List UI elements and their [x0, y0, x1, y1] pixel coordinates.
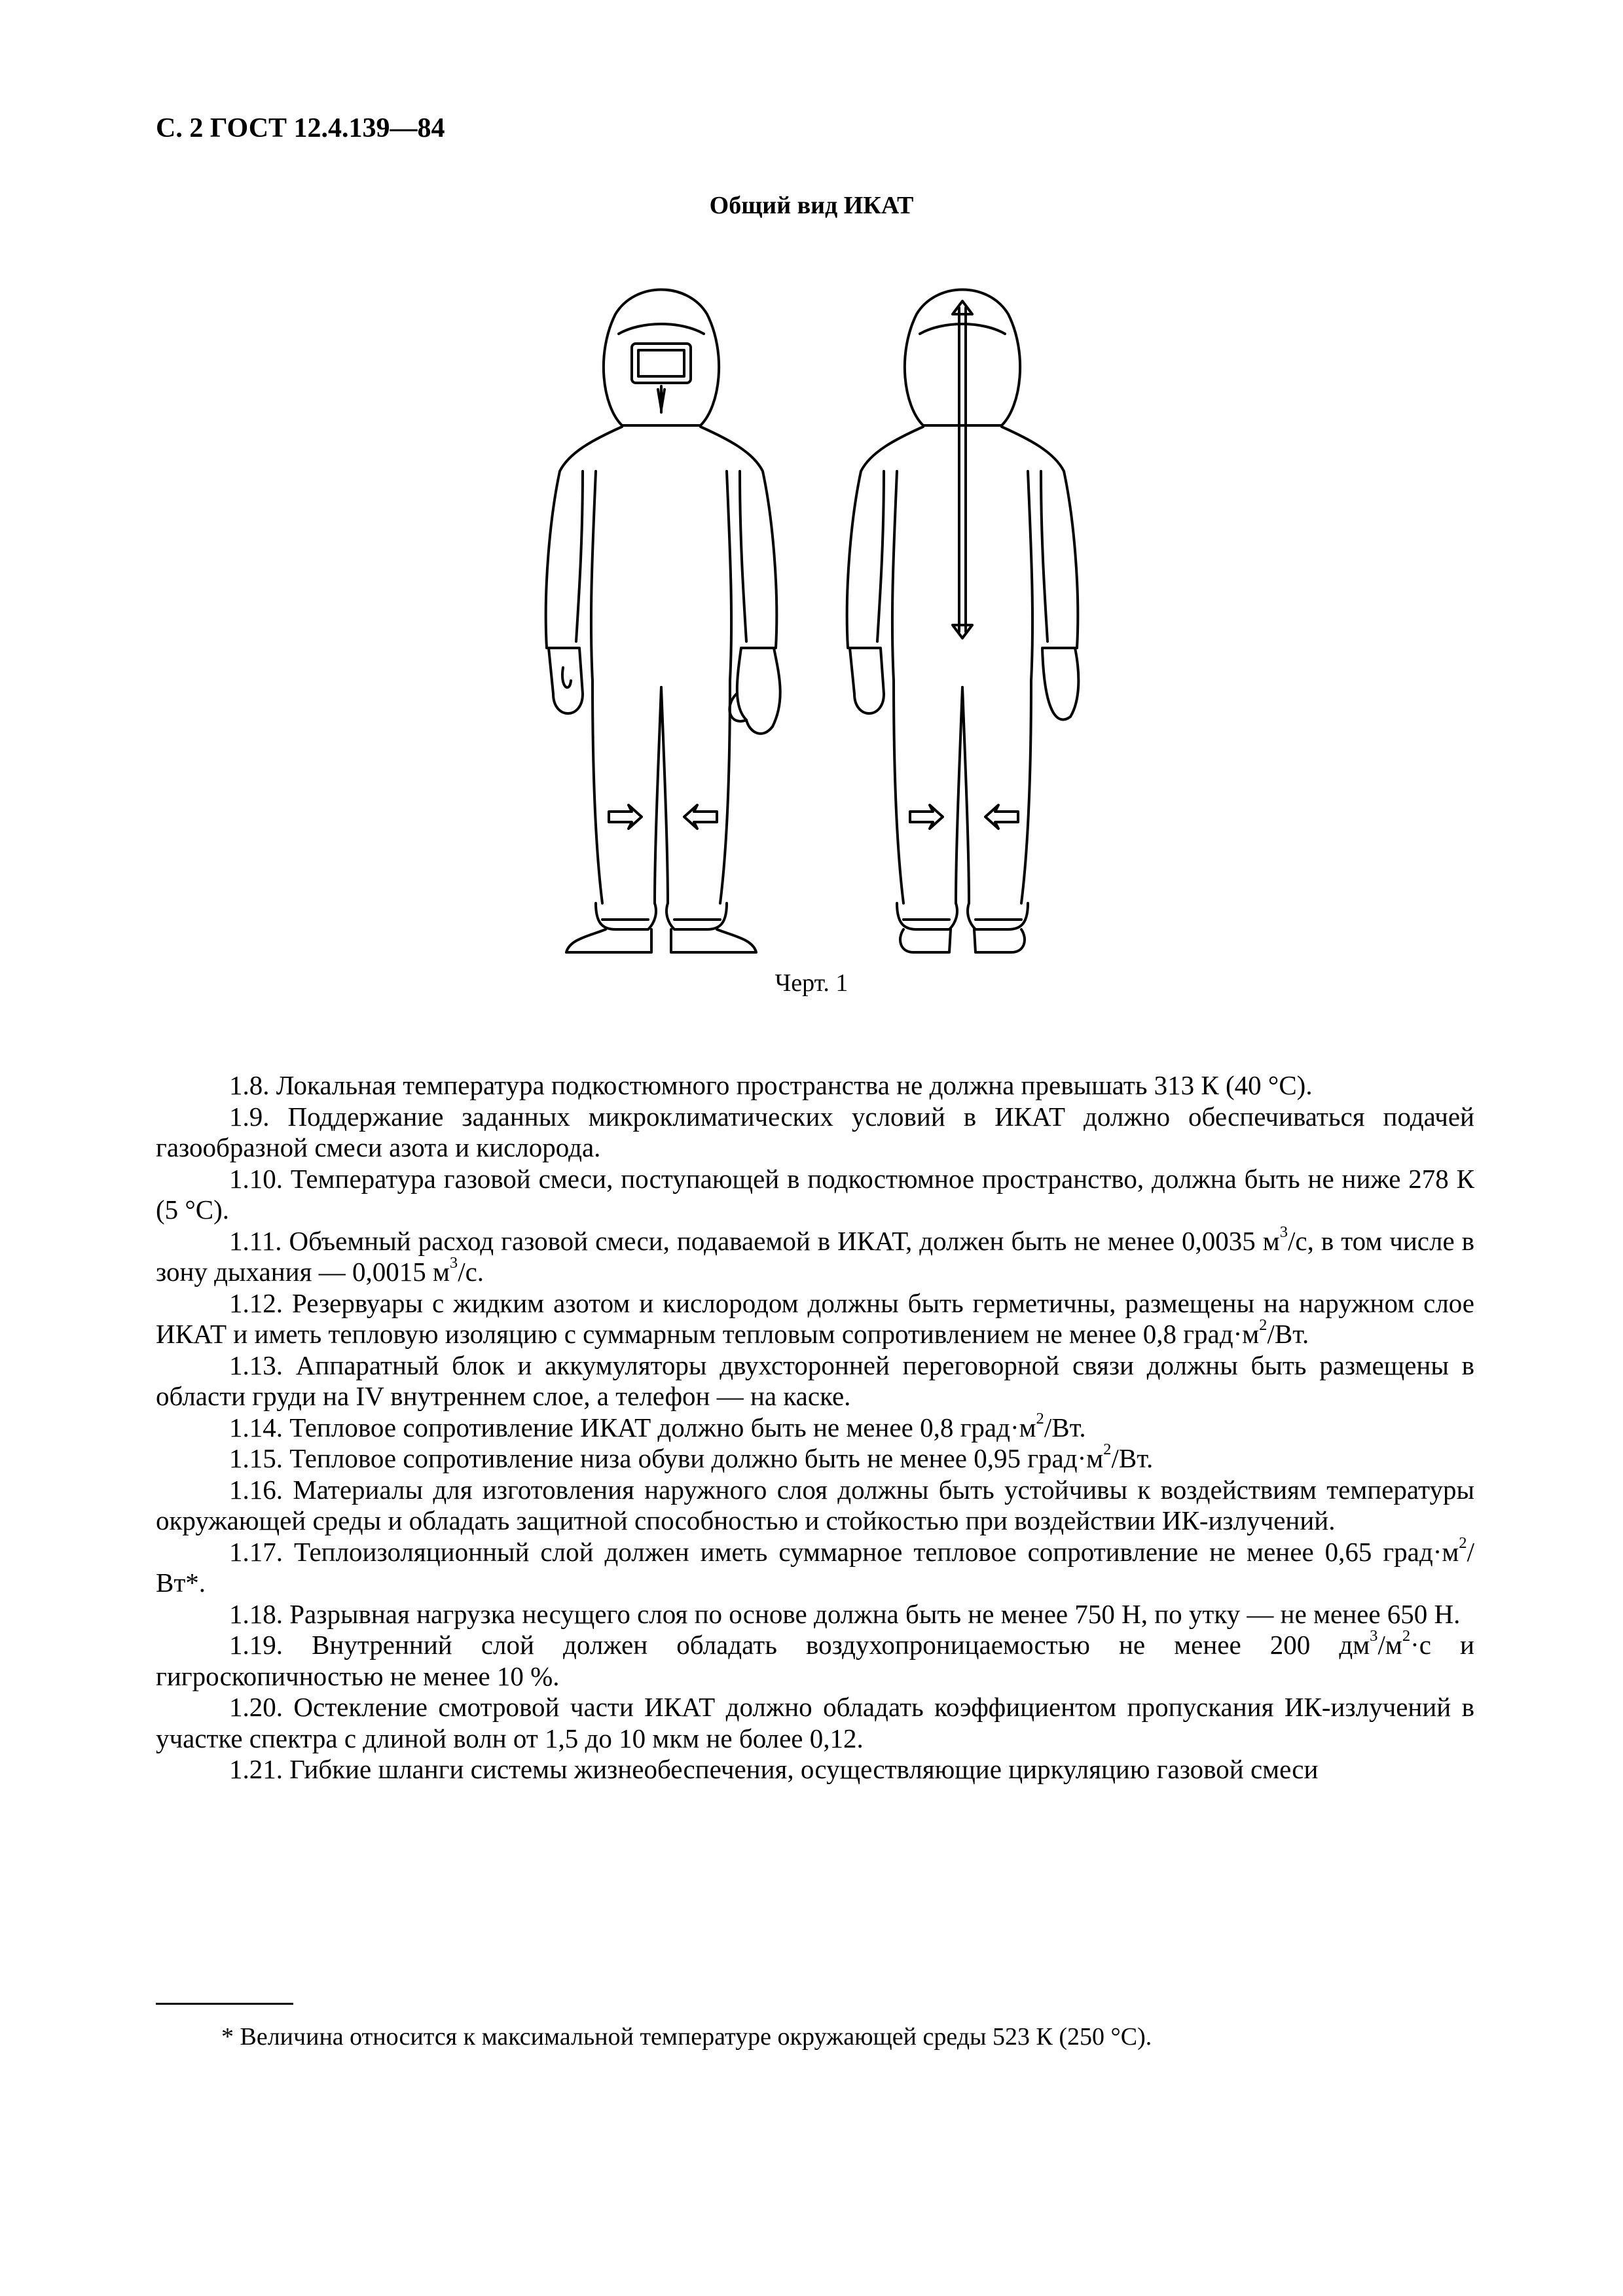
- front-view-figure: [546, 290, 780, 953]
- paragraph: 1.18. Разрывная нагрузка несущего слоя по основе должна быть не менее 750 Н, по утку — не менее 650 Н.: [229, 1598, 1461, 1629]
- footnote-separator: [156, 2003, 293, 2005]
- page-header: С. 2 ГОСТ 12.4.139—84: [156, 113, 445, 143]
- paragraph: 1.9. Поддержание заданных микроклиматических условий в ИКАТ должно обеспечиваться подачей газообразной смеси азота и кислорода.: [156, 1101, 1474, 1162]
- paragraph: 1.20. Остекление смотровой части ИКАТ должно обладать коэффициентом пропускания ИК-излучений в участке спектра с длиной волн от 1,5 до 10 мкм не более 0,12.: [156, 1692, 1474, 1753]
- paragraph: 1.13. Аппаратный блок и аккумуляторы двухсторонней переговорной связи должны быть размещены в области груди на IV внутреннем слое, а телефон — на каске.: [156, 1350, 1474, 1411]
- paragraph: 1.16. Материалы для изготовления наружного слоя должны быть устойчивы к воздействиям температуры окружающей среды и обладать защитной способностью и стойкостью при воздействии ИК-излучений.: [156, 1474, 1474, 1535]
- paragraph: 1.17. Теплоизоляционный слой должен иметь суммарное тепловое сопротивление не менее 0,65 $град\cdot м^2/Вт*$.: [156, 1534, 1474, 1598]
- paragraph: 1.10. Температура газовой смеси, поступающей в подкостюмное пространство, должна быть не ниже 278 К (5 °С).: [156, 1163, 1474, 1225]
- paragraph: 1.19. Внутренний слой должен обладать воздухопроницаемостью не менее 200 $дм^3/м^2\cdot с$ и гигроскопичностью не менее 10 %.: [156, 1627, 1474, 1691]
- paragraph: 1.12. Резервуары с жидким азотом и кислородом должны быть герметичны, размещены на наружном слое ИКАТ и иметь тепловую изоляцию с суммарным тепловым сопротивлением не менее 0,8 $град\cdot м^2/Вт$.: [156, 1287, 1474, 1349]
- back-view-figure: [847, 290, 1079, 953]
- paragraph: 1.21. Гибкие шланги системы жизнеобеспечения, осуществляющие циркуляцию газовой смеси: [229, 1754, 1319, 1784]
- body-text: [156, 1070, 1474, 1785]
- paragraph: 1.11. Объемный расход газовой смеси, подаваемой в ИКАТ, должен быть не менее 0,0035 $м^3/с$, в том числе в зону дыхания — 0,0015 $м^3/с$.: [156, 1223, 1474, 1287]
- figure-title: Общий вид ИКАТ: [709, 192, 914, 219]
- suit-illustration: [498, 275, 1126, 956]
- paragraph: 1.14. Тепловое сопротивление ИКАТ должно быть не менее 0,8 $град\cdot м^2/Вт$.: [229, 1409, 1086, 1443]
- footnote: * Величина относится к максимальной температуре окружающей среды 523 К (250 °С).: [221, 2023, 1152, 2051]
- paragraph: 1.15. Тепловое сопротивление низа обуви должно быть не менее 0,95 $град\cdot м^2/Вт$.: [229, 1441, 1154, 1473]
- figure-caption: Черт. 1: [775, 969, 848, 997]
- paragraph: 1.8. Локальная температура подкостюмного пространства не должна превышать 313 К (40 °С).: [229, 1070, 1313, 1100]
